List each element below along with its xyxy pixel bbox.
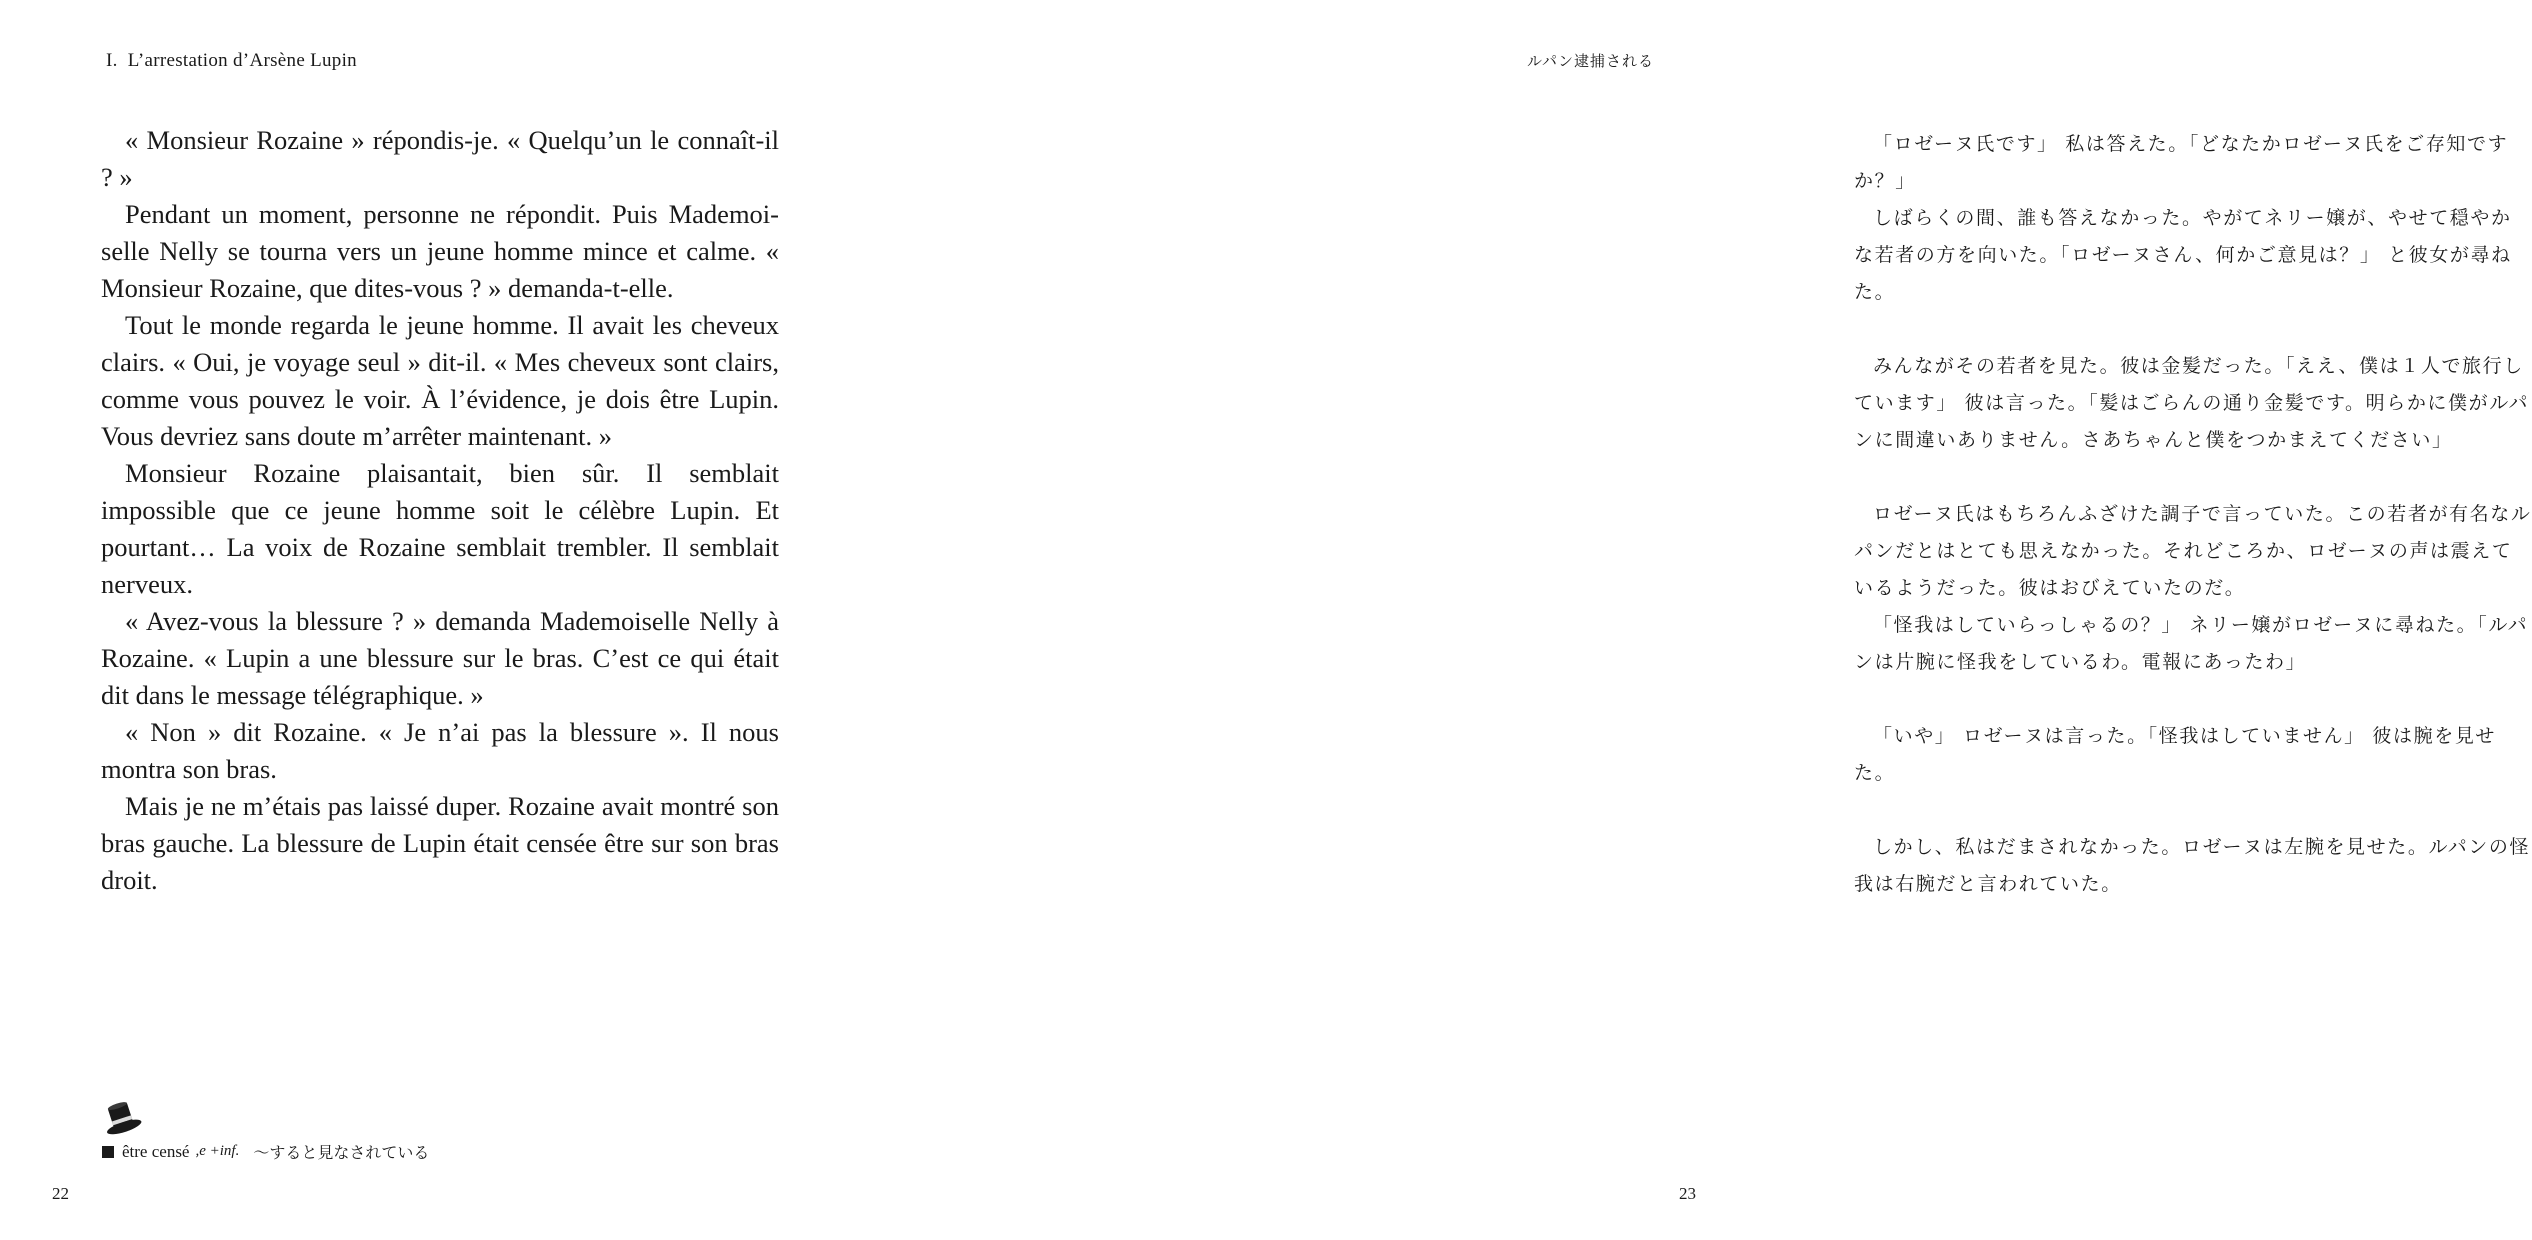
vocab-term-suffix: ,e +inf. [195,1143,240,1159]
paragraph-gap [1854,792,2532,829]
right-page [874,0,2532,1240]
page-number-left: 22 [52,1184,69,1203]
jp-paragraph: しかし、私はだまされなかった。ロゼーヌは左腕を見せた。ルパンの怪我は右腕だと言われていた。 [1854,836,2531,895]
chapter-title-jp: ルパン逮捕される [1527,52,1654,70]
jp-paragraph: 「怪我はしていらっしゃるの？」 ネリー嬢がロゼーヌに尋ねた。「ルパンは片腕に怪我をしているわ。電報にあったわ」 [1854,614,2529,673]
fr-paragraph: « Non » dit Rozaine. « Je n’ai pas la blessure ». Il nous montra son bras. [101,717,779,784]
fr-paragraph: Monsieur Rozaine plaisantait, bien sûr. Il semblait impossible que ce jeune homme soit le célèbre Lupin. Et pourtant… La voix de Rozaine semblait trembler. Il semblait nerveux. [101,458,779,599]
vocabulary-note [102,1140,429,1163]
running-head-left [106,50,357,72]
vocab-gloss: ～すると見なされている [253,1143,430,1162]
jp-paragraph: ロゼーヌ氏はもちろんふざけた調子で言っていた。この若者が有名なルパンだとはとても思えなかった。それどころか、ロゼーヌの声は震えているようだった。彼はおびえていたのだ。 [1854,503,2532,599]
french-text [101,122,779,899]
bullet-square-icon [102,1146,114,1158]
paragraph-gap [1854,459,2532,496]
fr-paragraph: Pendant un moment, personne ne répondit. Puis Mademoiselle Nelly se tourna vers un jeune homme mince et calme. « Monsieur Rozaine, que dites-vous ? » demanda-t-elle. [101,199,779,303]
japanese-text [1854,126,2532,903]
top-hat-icon [100,1098,146,1138]
chapter-number: I. [106,50,118,71]
fr-paragraph: « Monsieur Rozaine » répondis-je. « Quelqu’un le connaît-il ? » [101,125,779,192]
vocab-term: être censé [122,1141,190,1161]
fr-paragraph: Mais je ne m’étais pas laissé duper. Rozaine avait montré son bras gauche. La blessure de Lupin était censée être sur son bras droit. [101,791,779,895]
left-page [0,0,874,1240]
page-number-right: 23 [1679,1184,1696,1203]
paragraph-gap [1854,681,2532,718]
jp-paragraph: 「ロゼーヌ氏です」 私は答えた。「どなたかロゼーヌ氏をご存知ですか？」 [1854,133,2509,192]
fr-paragraph: « Avez-vous la blessure ? » demanda Mademoiselle Nelly à Rozaine. « Lupin a une blessure sur le bras. C’est ce qui était dit dans le message télégraphique. » [101,606,779,710]
jp-paragraph: みんながその若者を見た。彼は金髪だった。「ええ、僕は１人で旅行しています」 彼は言った。「髪はごらんの通り金髪です。明らかに僕がルパンに間違いありません。さあちゃんと僕をつかまえてください」 [1854,355,2530,451]
jp-paragraph: しばらくの間、誰も答えなかった。やがてネリー嬢が、やせて穏やかな若者の方を向いた。「ロゼーヌさん、何かご意見は？」 と彼女が尋ねた。 [1854,207,2512,303]
chapter-title-fr: L’arrestation d’Arsène Lupin [127,50,357,71]
fr-paragraph: Tout le monde regarda le jeune homme. Il avait les cheveux clairs. « Oui, je voyage seul » dit-il. « Mes cheveux sont clairs, comme vous pouvez le voir. À l’évidence, je dois être Lupin. Vous devriez sans doute m’arrêter maintenant. » [101,310,779,451]
jp-paragraph: 「いや」 ロゼーヌは言った。「怪我はしていません」 彼は腕を見せた。 [1854,725,2497,784]
paragraph-gap [1854,311,2532,348]
